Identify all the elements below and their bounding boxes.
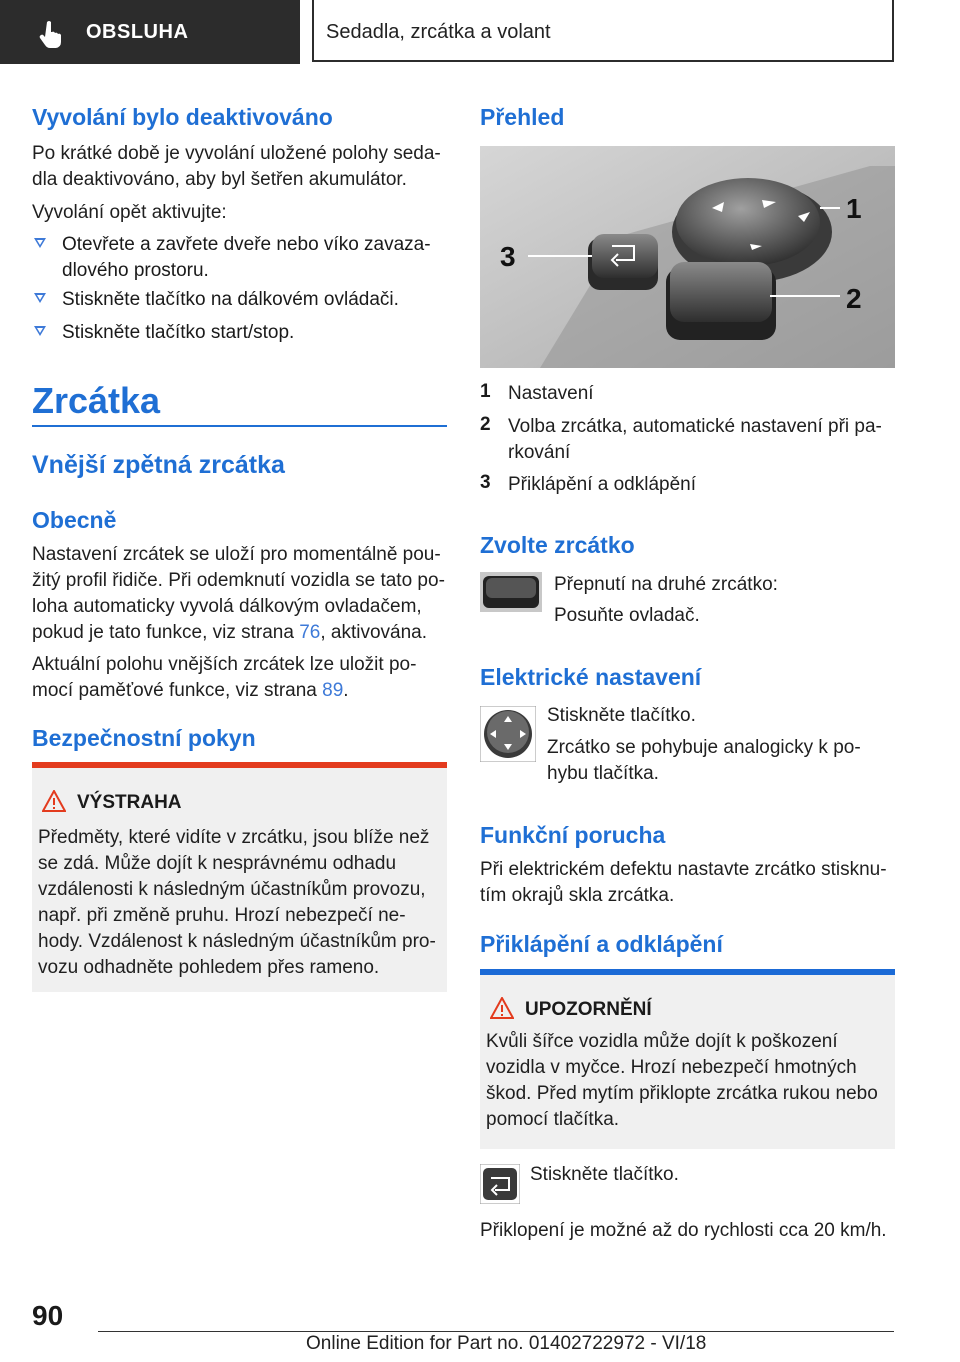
warning-text-line: Předměty, které vidíte v zrcátku, jsou blíže než [38, 827, 430, 848]
bullet-text: Stiskněte tlačítko start/stop. [62, 322, 295, 343]
warning-bar [32, 762, 447, 768]
warning-box [32, 762, 447, 992]
select-text-line2: Posuňte ovladač. [554, 605, 700, 626]
footer-rule [98, 1331, 894, 1332]
warning-text-line: hody. Vzdálenost k následným účastníkům pro‐ [38, 931, 436, 952]
general-text-line3: loha automaticky vyvolá dálkovým ovladačem, [32, 596, 422, 617]
heading-rule [32, 425, 447, 427]
electric-text-line3: hybu tlačítka. [547, 763, 659, 784]
general-text-line4 [32, 620, 427, 646]
electric-text-line1: Stiskněte tlačítko. [547, 705, 696, 726]
mirror-switch-icon [480, 572, 542, 612]
caution-bar [480, 969, 895, 975]
mirror-adjust-knob-icon [480, 706, 536, 762]
warning-text-line: např. při změně pruhu. Hrozí nebezpečí ne‐ [38, 905, 406, 926]
bullet-text: Otevřete a zavřete dveře nebo víko zavaza‐ [62, 234, 431, 255]
caution-triangle-icon [490, 997, 514, 1019]
current-text-part: mocí paměťové funkce, viz strana [32, 680, 323, 701]
heading-electric-adjust: Elektrické nastavení [480, 664, 702, 690]
recall-text-line1: Po krátké době je vyvolání uložené polohy seda‐ [32, 143, 441, 164]
fault-text-line1: Při elektrickém defektu nastavte zrcátko stisknu‐ [480, 859, 887, 880]
caution-text-line: Kvůli šířce vozidla může dojít k poškození [486, 1031, 838, 1052]
triangle-bullet-icon [34, 326, 46, 336]
select-text-line1: Přepnutí na druhé zrcátko: [554, 574, 778, 595]
caution-text-line: vozidla v myčce. Hrozí nebezpečí hmotných [486, 1057, 857, 1078]
legend-number: 3 [480, 472, 491, 493]
fold-press-text: Stiskněte tlačítko. [530, 1164, 679, 1185]
bullet-item [34, 320, 454, 350]
caution-text-line: pomocí tlačítka. [486, 1109, 620, 1130]
figure-label-2: 2 [846, 283, 862, 314]
page-number: 90 [32, 1300, 64, 1331]
warning-text-line: se zdá. Může dojít k nesprávnému odhadu [38, 853, 397, 874]
bullet-item [34, 287, 454, 317]
heading-outer-mirrors: Vnější zpětná zrcátka [32, 451, 285, 479]
general-text-part: pokud je tato funkce, viz strana [32, 622, 300, 643]
recall-activate-text: Vyvolání opět aktivujte: [32, 202, 227, 223]
heading-overview: Přehled [480, 104, 565, 130]
warning-text-line: vozu odhadněte pohledem přes rameno. [38, 957, 380, 978]
legend-text: rkování [508, 442, 571, 463]
recall-text-line2: dla deaktivováno, aby byl šetřen akumulátor. [32, 169, 407, 190]
heading-safety: Bezpečnostní pokyn [32, 725, 256, 751]
heading-fold: Přiklápění a odklápění [480, 931, 723, 957]
bullet-text: dlového prostoru. [62, 260, 209, 281]
caution-box [480, 969, 895, 1149]
chapter-label: OBSLUHA [86, 21, 189, 43]
caution-title: UPOZORNĚNÍ [525, 999, 652, 1020]
general-text-part: , aktivována. [320, 622, 428, 643]
heading-general: Obecně [32, 507, 117, 533]
fault-text-line2: tím okrajů skla zrcátka. [480, 885, 675, 906]
heading-select-mirror: Zvolte zrcátko [480, 532, 635, 558]
hand-pointer-icon [38, 20, 64, 48]
figure-label-3: 3 [500, 241, 516, 272]
legend-text: Přiklápění a odklápění [508, 474, 697, 495]
section-tab [312, 0, 894, 62]
fold-button-icon [480, 1164, 520, 1204]
triangle-bullet-icon [34, 293, 46, 303]
legend-text: Volba zrcátka, automatické nastavení při pa‐ [508, 416, 882, 437]
bullet-text: Stiskněte tlačítko na dálkovém ovládači. [62, 289, 399, 310]
page-link-76[interactable]: 76 [299, 622, 321, 643]
legend-number: 1 [480, 381, 491, 402]
page-link-89[interactable]: 89 [322, 680, 344, 701]
heading-recall-deactivated: Vyvolání bylo deaktivováno [32, 104, 333, 130]
mirror-controls-figure [480, 146, 895, 368]
fold-speed-text: Přiklopení je možné až do rychlosti cca 20 km/h. [480, 1220, 887, 1241]
chapter-tab [0, 0, 300, 64]
figure-label-1: 1 [846, 193, 862, 224]
footer-edition: Online Edition for Part no. 01402722972 - VI/18 [306, 1333, 707, 1354]
triangle-bullet-icon [34, 238, 46, 248]
legend-number: 2 [480, 414, 491, 435]
electric-text-line2: Zrcátko se pohybuje analogicky k po‐ [547, 737, 861, 758]
bullet-item [34, 232, 454, 292]
heading-mirrors: Zrcátka [32, 380, 161, 421]
warning-title: VÝSTRAHA [77, 792, 182, 813]
general-text-line2: žitý profil řidiče. Při odemknutí vozidla se tato po‐ [32, 570, 445, 591]
general-text-line1: Nastavení zrcátek se uloží pro momentálně pou‐ [32, 544, 441, 565]
caution-text-line: škod. Před mytím přiklopte zrcátka rukou nebo [486, 1083, 878, 1104]
warning-text-line: vzdálenosti k následným účastníkům provozu, [38, 879, 426, 900]
section-label: Sedadla, zrcátka a volant [326, 21, 551, 43]
current-text-line2 [32, 678, 349, 704]
current-text-line1: Aktuální polohu vnějších zrcátek lze uložit po‐ [32, 654, 417, 675]
current-text-part: . [343, 680, 349, 701]
legend-text: Nastavení [508, 383, 594, 404]
heading-malfunction: Funkční porucha [480, 822, 666, 848]
warning-triangle-icon [42, 790, 66, 812]
